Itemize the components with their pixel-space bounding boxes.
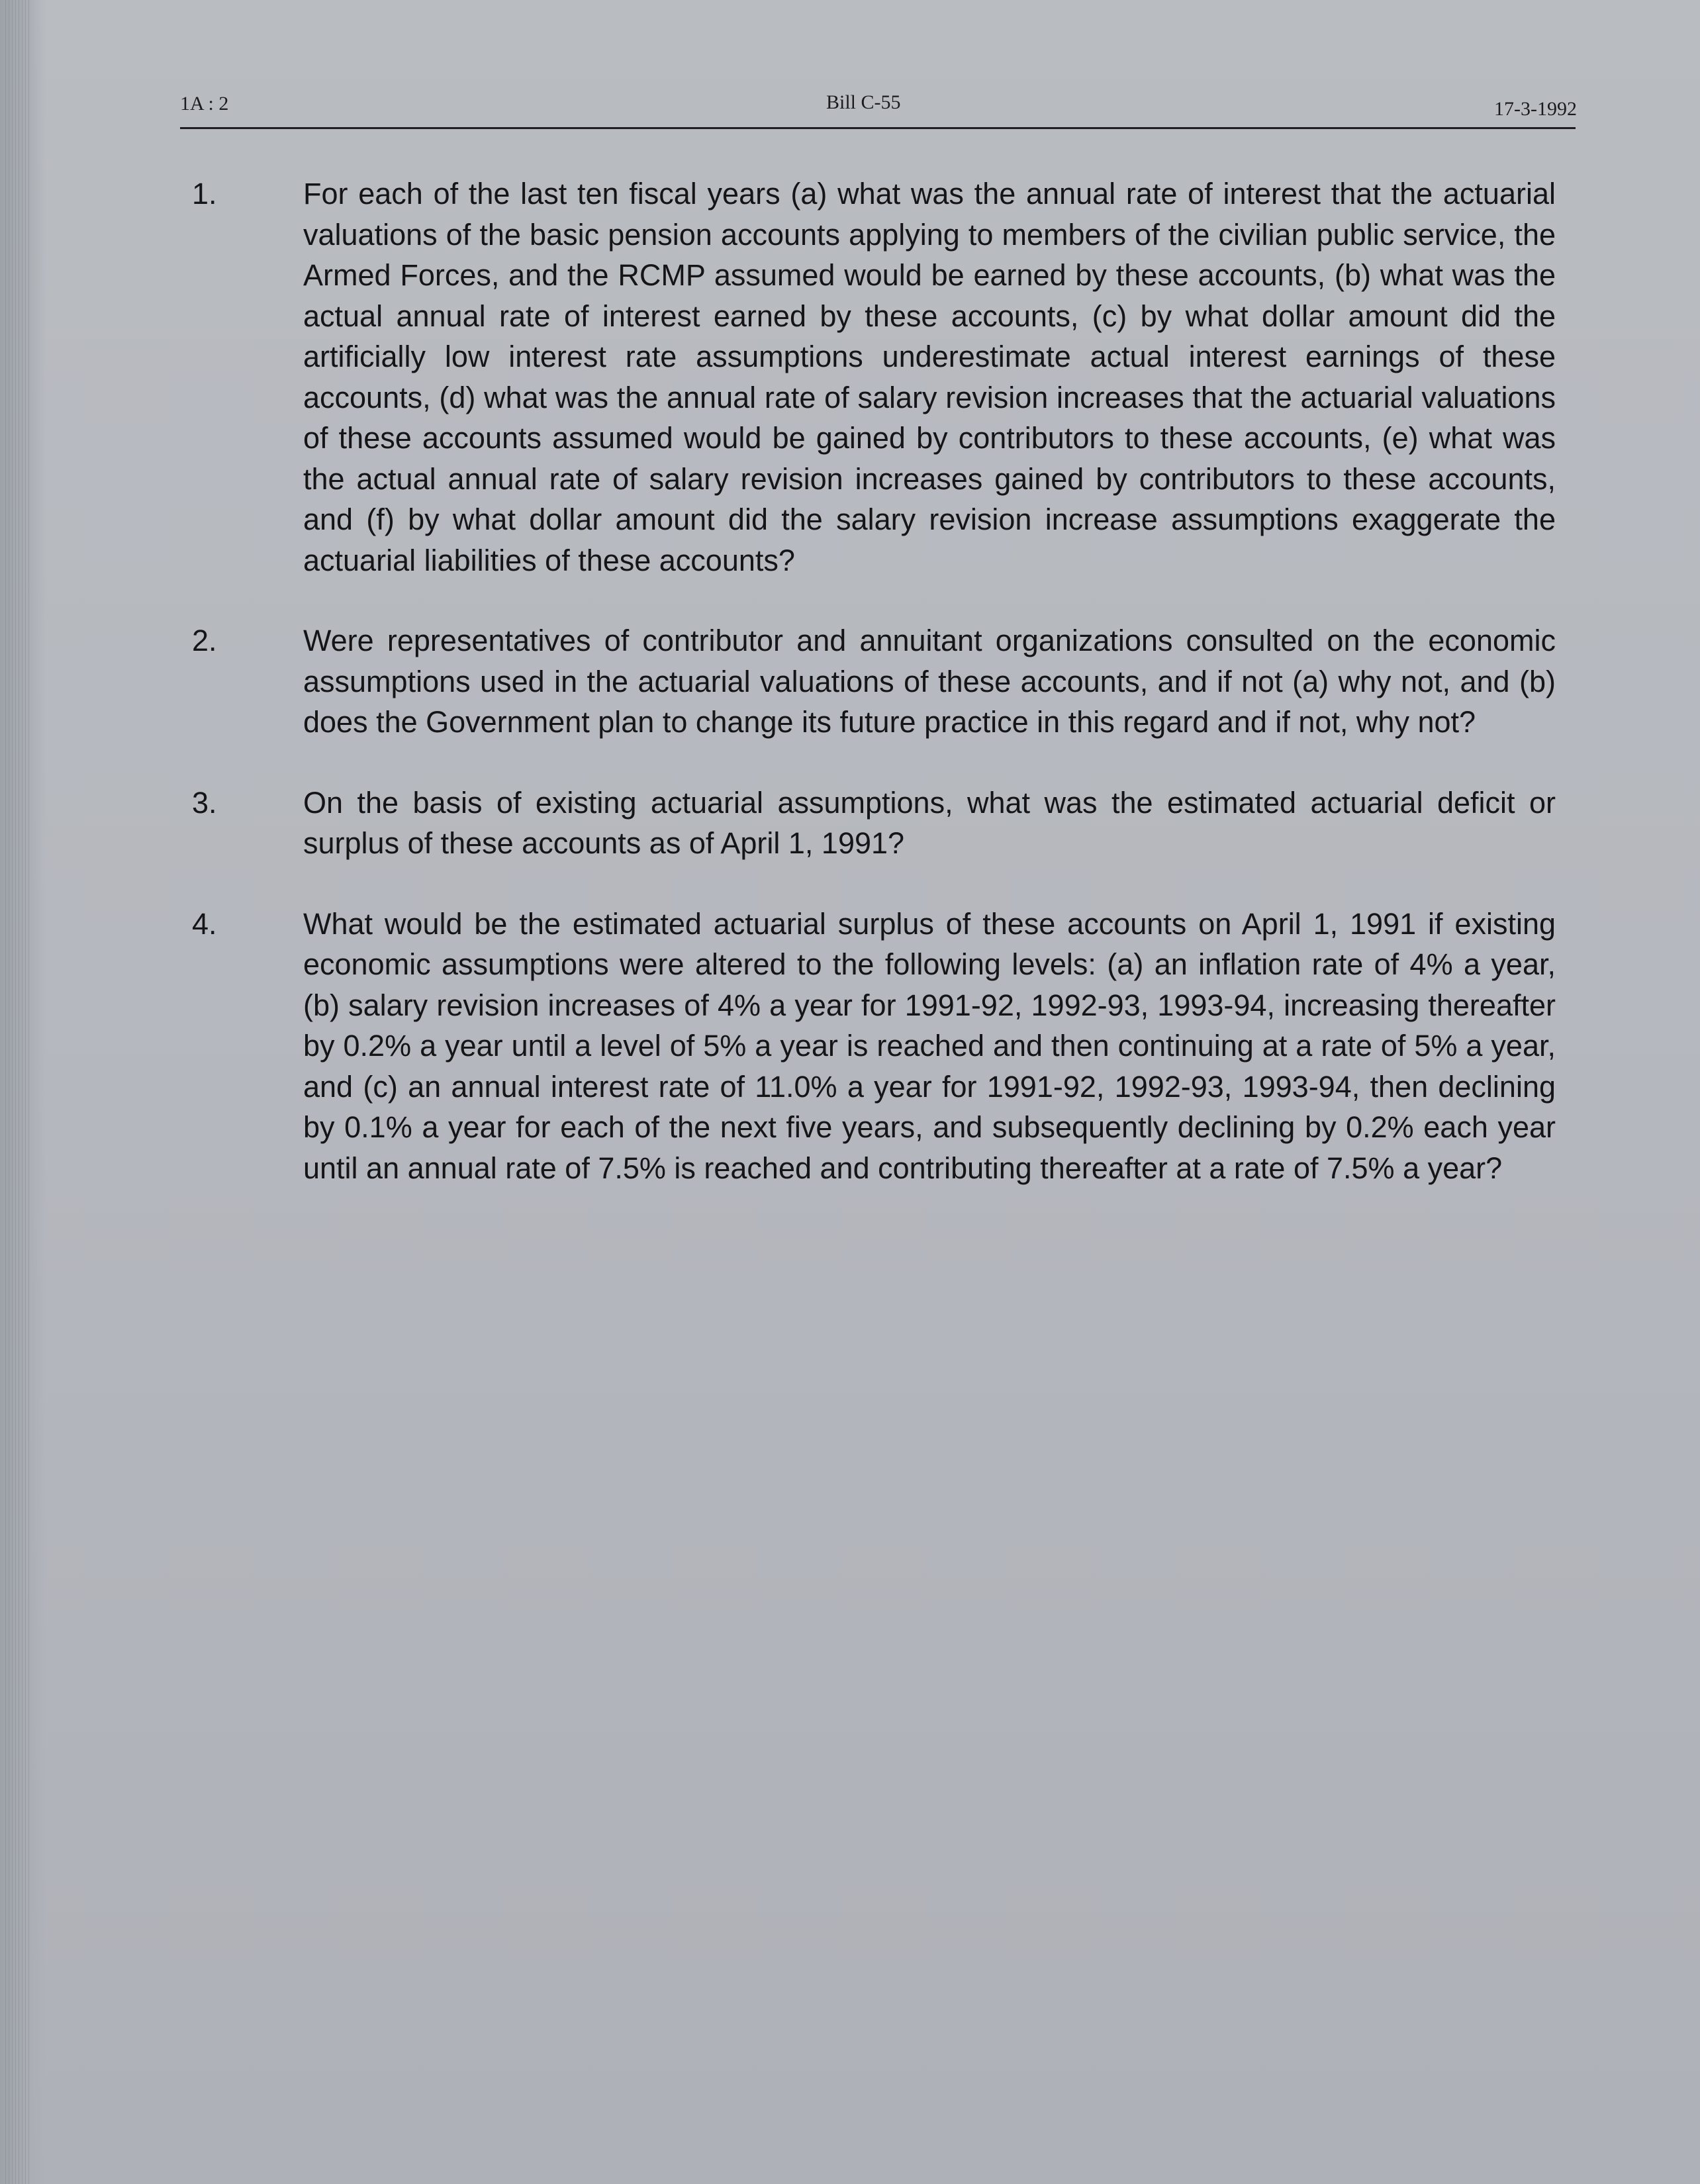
- page-edge: [0, 0, 46, 2184]
- page-edge-lines: [5, 0, 32, 2184]
- question-list: [192, 173, 1556, 1228]
- question-number: 3.: [192, 785, 217, 820]
- question-text: Were representatives of contributor and annuitant organizations consulted on the economic assumptions used in the actuarial valuations of these accounts, and if not (a) why not, and (b) does the Government plan to change its future practice in this regard and if not, why not?: [303, 624, 1556, 739]
- page-header: [180, 85, 1577, 124]
- header-page-number: 1A : 2: [180, 93, 229, 115]
- question-text: On the basis of existing actuarial assumptions, what was the estimated actuarial deficit or surplus of these accounts as of April 1, 1991?: [303, 785, 1556, 860]
- question-item: [192, 173, 1556, 581]
- header-rule: [180, 127, 1576, 129]
- question-text: What would be the estimated actuarial surplus of these accounts on April 1, 1991 if existing economic assumptions were altered to the following levels: (a) an inflation rate of 4% a year, (b) salary revision increases of 4% a year for 1991-92, 1992-93, 1993-94, increasing thereafter by 0.2% a year until a level of 5% a year is reached and then continuing at a rate of 5% a year, and (c) an annual interest rate of 11.0% a year for 1991-92, 1992-93, 1993-94, then declining by 0.1% a year for each of the next five years, and subsequently declining by 0.2% each year until an annual rate of 7.5% is reached and contributing thereafter at a rate of 7.5% a year?: [303, 906, 1556, 1185]
- question-item: [192, 904, 1556, 1189]
- header-date: 17-3-1992: [1494, 98, 1577, 120]
- question-text: For each of the last ten fiscal years (a) what was the annual rate of interest that the actuarial valuations of the basic pension accounts applying to members of the civilian public service, the Armed Forces, and the RCMP assumed would be earned by these accounts, (b) what was the actual annual rate of interest earned by these accounts, (c) by what dollar amount did the artificially low interest rate assumptions underestimate actual interest earnings of these accounts, (d) what was the annual rate of salary revision increases that the actuarial valuations of these accounts assumed would be gained by contributors to these accounts, (e) what was the actual annual rate of salary revision increases gained by contributors to these accounts, and (f) by what dollar amount did the salary revision increase assumptions exaggerate the actuarial liabilities of these accounts?: [303, 177, 1556, 577]
- question-item: [192, 620, 1556, 743]
- question-number: 1.: [192, 177, 217, 211]
- question-item: [192, 783, 1556, 864]
- question-number: 4.: [192, 906, 217, 941]
- header-bill-title: Bill C-55: [826, 91, 901, 113]
- question-number: 2.: [192, 624, 217, 657]
